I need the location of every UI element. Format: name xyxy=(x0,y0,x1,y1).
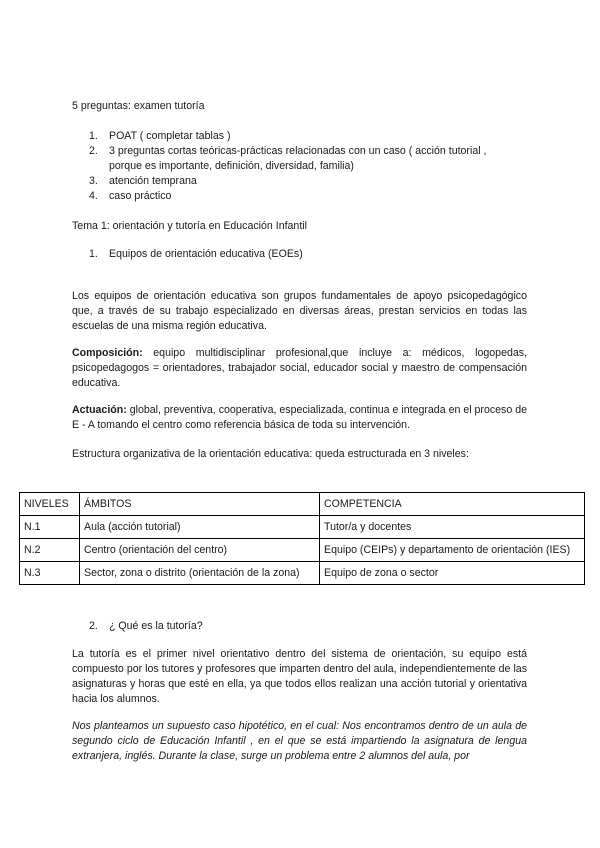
list-text: porque es importante, definición, diversidad, familia) xyxy=(109,160,354,172)
table-header-cell: COMPETENCIA xyxy=(320,493,585,516)
table-cell: Equipo de zona o sector xyxy=(320,562,585,585)
list-text: 3 preguntas cortas teóricas-prácticas relacionadas con un caso ( acción tutorial , xyxy=(109,145,487,157)
table-cell: N.2 xyxy=(20,539,80,562)
table-cell: N.1 xyxy=(20,516,80,539)
table-row xyxy=(20,562,585,585)
table-header-cell: NIVELES xyxy=(20,493,80,516)
list-text: atención temprana xyxy=(109,175,197,187)
list-number: 1. xyxy=(89,248,98,260)
tutoria-paragraph: La tutoría es el primer nivel orientativo dentro del sistema de orientación, su equipo está compuesto por los tutores y profesores que imparten dentro del aula, independientemente de las asignaturas y horas que esté en ella, ya que todos ellos realizan una acción tutorial y orientativa hacia los alumnos. xyxy=(72,648,527,705)
estructura-line: Estructura organizativa de la orientación educativa: queda estructurada en 3 niveles: xyxy=(72,448,469,460)
actuacion-label: Actuación: xyxy=(72,404,127,416)
eoe-paragraph: Los equipos de orientación educativa son grupos fundamentales de apoyo psicopedagógico que, a través de su trabajo especializado en diversas áreas, prestan servicios en todas las escuelas de una misma región educativa. xyxy=(72,290,527,332)
niveles-table xyxy=(19,492,585,585)
section-title: Equipos de orientación educativa (EOEs) xyxy=(109,248,303,260)
list-item xyxy=(72,129,527,144)
list-number: 3. xyxy=(89,175,98,187)
section-heading-2 xyxy=(72,619,527,634)
section-title: ¿ Qué es la tutoría? xyxy=(109,620,203,632)
composicion-text: equipo multidisciplinar profesional,que incluye a: médicos, logopedas, psicopedagogos = orientadores, trabajador social, educador social y maestro de compensación educativa. xyxy=(72,347,527,389)
list-item xyxy=(72,144,527,174)
actuacion-text: global, preventiva, cooperativa, especializada, continua e integrada en el proceso de E - A tomando el centro como referencia básica de toda su intervención. xyxy=(72,404,527,431)
list-number: 4. xyxy=(89,190,98,202)
section-heading-1 xyxy=(72,247,527,262)
list-item xyxy=(72,247,527,262)
exam-question-list xyxy=(72,129,527,204)
table-row xyxy=(20,516,585,539)
actuacion-paragraph xyxy=(72,403,527,433)
table-cell: N.3 xyxy=(20,562,80,585)
list-number: 1. xyxy=(89,130,98,142)
composicion-label: Composición: xyxy=(72,347,143,359)
table-cell: Equipo (CEIPs) y departamento de orientación (IES) xyxy=(320,539,585,562)
table-header-cell: ÁMBITOS xyxy=(80,493,320,516)
list-item xyxy=(72,174,527,189)
exam-header: 5 preguntas: examen tutoría xyxy=(72,100,205,112)
table-cell: Centro (orientación del centro) xyxy=(80,539,320,562)
table-row xyxy=(20,539,585,562)
table-cell: Aula (acción tutorial) xyxy=(80,516,320,539)
caso-paragraph: Nos planteamos un supuesto caso hipotético, en el cual: Nos encontramos dentro de un aula de segundo ciclo de Educación Infantil , en el que se está impartiendo la asignatura de lengua extranjera, inglés. Durante la clase, surge un problema entre 2 alumnos del aula, por xyxy=(72,720,527,762)
list-number: 2. xyxy=(89,620,98,632)
list-item xyxy=(72,189,527,204)
list-text: caso práctico xyxy=(109,190,172,202)
list-number: 2. xyxy=(89,145,98,157)
table-cell: Sector, zona o distrito (orientación de la zona) xyxy=(80,562,320,585)
list-text: POAT ( completar tablas ) xyxy=(109,130,231,142)
tema-title: Tema 1: orientación y tutoría en Educación Infantil xyxy=(72,220,307,232)
table-header-row xyxy=(20,493,585,516)
composicion-paragraph xyxy=(72,346,527,391)
table-cell: Tutor/a y docentes xyxy=(320,516,585,539)
list-item xyxy=(72,619,527,634)
